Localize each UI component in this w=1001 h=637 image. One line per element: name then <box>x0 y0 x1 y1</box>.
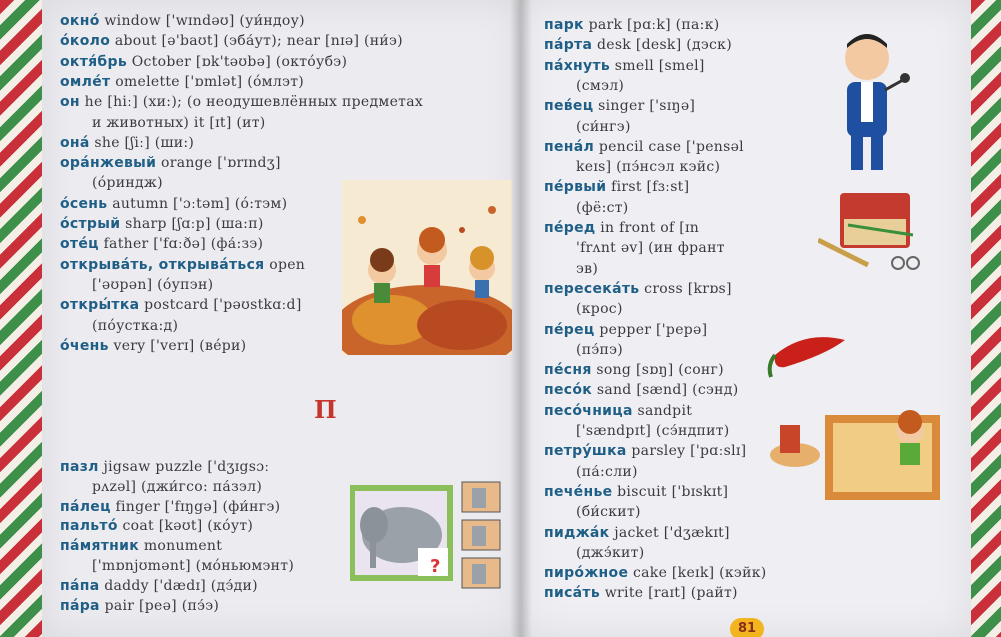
headword: пересека́ть <box>544 280 640 297</box>
right-page <box>520 0 971 637</box>
translation: ['əʊpən] (óупэн) <box>92 276 214 293</box>
translation: ['sændpɪt] (сэ́ндпит) <box>576 423 730 439</box>
left-border-stripe <box>0 0 42 637</box>
dictionary-entry-continuation <box>576 158 720 176</box>
translation: (óриндж) <box>92 175 163 192</box>
headword: о́чень <box>60 337 109 354</box>
dictionary-entry <box>60 458 269 476</box>
dictionary-entry-continuation <box>576 118 631 136</box>
dictionary-entry <box>60 517 253 535</box>
dictionary-entry <box>544 57 705 75</box>
dictionary-entry <box>60 597 219 615</box>
dictionary-entry <box>60 12 305 30</box>
elephant-puzzle-illustration <box>350 480 510 590</box>
translation: (крос) <box>576 301 623 318</box>
left-page <box>42 0 520 637</box>
dictionary-entry-continuation <box>92 174 163 192</box>
pepper-illustration <box>765 325 850 380</box>
dictionary-entry <box>544 442 746 460</box>
headword: пе́сня <box>544 362 592 379</box>
section-letter: П <box>314 395 337 424</box>
headword: окно́ <box>60 13 100 29</box>
dictionary-entry <box>544 219 699 237</box>
translation: cross [krɒs] <box>644 280 732 297</box>
dictionary-entry <box>60 337 246 355</box>
translation: desk [desk] (дэск) <box>596 37 732 54</box>
translation: write [raɪt] (райт) <box>604 585 738 602</box>
dictionary-entry <box>60 256 305 274</box>
translation: sand [sænd] (сэнд) <box>596 382 739 399</box>
dictionary-entry <box>544 280 732 298</box>
dictionary-entry <box>544 16 720 34</box>
headword: пе́рец <box>544 321 595 338</box>
translation: sharp [ʃɑːp] (ша:п) <box>125 216 264 232</box>
dictionary-entry <box>544 321 707 339</box>
dictionary-entry <box>60 195 287 213</box>
dictionary-entry <box>544 584 738 602</box>
headword: омле́т <box>60 73 111 90</box>
headword: пазл <box>60 459 99 475</box>
headword: па́хнуть <box>544 57 611 74</box>
dictionary-entry-continuation <box>576 503 641 521</box>
dictionary-entry <box>544 524 730 542</box>
headword: пев́ец <box>544 98 594 115</box>
headword: о́коло <box>60 33 111 50</box>
headword: она́ <box>60 134 90 151</box>
headword: па́рта <box>544 37 593 54</box>
svg-text:?: ? <box>430 556 441 577</box>
headword: пе́ред <box>544 220 596 236</box>
dictionary-entry <box>60 53 347 71</box>
dictionary-entry-continuation <box>576 260 598 278</box>
translation: monument <box>143 538 223 555</box>
translation: father ['fɑːðə] (фа́:зэ) <box>103 236 264 253</box>
translation: very ['verɪ] (вéри) <box>113 337 247 354</box>
translation: pepper ['pepə] <box>599 321 708 338</box>
dictionary-entry-continuation <box>576 341 623 359</box>
translation: he [hiː] (хи:); (о неодушевлённых предметах <box>84 94 424 111</box>
headword: пальто́ <box>60 518 118 535</box>
translation: sandpit <box>637 402 693 419</box>
dictionary-entry <box>544 381 738 399</box>
translation: 'frʌnt əv] (ин франт <box>576 240 725 257</box>
singer-illustration <box>825 30 915 180</box>
dictionary-entry <box>544 402 692 420</box>
translation: pencil case ['pensəl <box>598 138 744 155</box>
dictionary-entry <box>60 296 302 314</box>
headword: о́сень <box>60 195 108 212</box>
dictionary-entry <box>60 498 280 516</box>
dictionary-entry-continuation <box>576 239 725 257</box>
dictionary-entry <box>60 134 194 152</box>
headword: песо́чница <box>544 402 633 419</box>
translation: (па́:сли) <box>576 463 638 480</box>
translation: first [fɜːst] <box>611 179 690 196</box>
autumn-kids-illustration <box>342 180 512 355</box>
headword: оте́ц <box>60 236 99 253</box>
dictionary-entry <box>60 577 258 595</box>
right-border-stripe <box>971 0 1001 637</box>
headword: о́стрый <box>60 216 121 232</box>
translation: keɪs] (пэ́нсэл кэйс) <box>576 159 721 176</box>
dictionary-entry <box>60 235 263 253</box>
dictionary-entry-continuation <box>576 199 629 217</box>
translation: (пóустка:д) <box>92 317 179 334</box>
translation: coat [kəʊt] (кóут) <box>122 518 254 535</box>
dictionary-entry-continuation <box>576 544 645 562</box>
translation: (джэ́кит) <box>576 544 645 561</box>
translation: October [ɒk'təʊbə] (октóубэ) <box>131 53 348 70</box>
headword: он <box>60 94 80 111</box>
translation: in front of [ɪn <box>600 220 700 236</box>
translation: jacket ['dʒækɪt] <box>614 524 730 541</box>
sandpit-illustration <box>770 395 945 505</box>
dictionary-entry-continuation <box>576 300 623 318</box>
translation: parsley ['pɑːslɪ] <box>631 443 747 460</box>
translation: smell [smel] <box>614 57 705 74</box>
dictionary-entry <box>544 564 767 582</box>
headword: па́мятник <box>60 538 140 555</box>
translation: postcard ['pəʊstkɑːd] <box>144 297 302 314</box>
translation: (пэ́пэ) <box>576 341 624 358</box>
translation: (фё:ст) <box>576 199 629 216</box>
headword: октя́брь <box>60 53 127 70</box>
dictionary-entry-continuation <box>92 276 213 294</box>
headword: пена́л <box>544 138 595 155</box>
dictionary-entry <box>544 361 724 379</box>
translation: и животных) it [ɪt] (ит) <box>92 114 266 131</box>
headword: па́па <box>60 577 100 594</box>
translation: park [pɑːk] (па:к) <box>588 17 720 33</box>
headword: па́лец <box>60 498 111 515</box>
headword: пиро́жное <box>544 565 629 582</box>
headword: откры́тка <box>60 297 140 314</box>
translation: daddy ['dædɪ] (дэ́ди) <box>104 577 258 594</box>
book-gutter <box>510 0 532 637</box>
dictionary-entry <box>60 73 304 91</box>
dictionary-entry-continuation <box>92 557 294 575</box>
translation: finger ['fɪŋgə] (фи́нгэ) <box>115 498 281 515</box>
pencil-case-illustration <box>818 185 923 275</box>
dictionary-entry <box>544 138 744 156</box>
translation: pʌzəl] (джи́гсо: па́зэл) <box>92 478 263 495</box>
headword: петру́шка <box>544 443 627 460</box>
dictionary-entry-continuation <box>92 114 266 132</box>
dictionary-entry <box>60 154 281 172</box>
translation: song [sɒŋ] (сонг) <box>596 362 724 379</box>
dictionary-entry <box>544 36 732 54</box>
translation: about [ə'baʊt] (эба́ут); near [nɪə] (ни́э) <box>114 33 403 50</box>
translation: pair [peə] (пэ́э) <box>104 597 220 614</box>
dictionary-entry <box>60 215 264 233</box>
headword: ора́нжевый <box>60 155 157 172</box>
dictionary-entry-continuation <box>576 463 638 481</box>
translation: (смэл) <box>576 77 625 94</box>
dictionary-entry <box>544 97 695 115</box>
translation: (би́скит) <box>576 504 641 521</box>
translation: (си́нгэ) <box>576 118 631 135</box>
translation: autumn ['ɔːtəm] (ó:тэм) <box>112 195 288 212</box>
dictionary-entry-continuation <box>92 317 178 335</box>
dictionary-entry-continuation <box>576 77 624 95</box>
dictionary-entry-continuation <box>576 422 730 440</box>
headword: открыва́ть, открыва́ться <box>60 256 265 273</box>
headword: песо́к <box>544 382 593 399</box>
translation: cake [keɪk] (кэйк) <box>633 565 767 582</box>
translation: jigsaw puzzle ['dʒɪgsɔː <box>103 459 270 475</box>
dictionary-entry <box>544 178 689 196</box>
translation: orange ['ɒrɪndʒ] <box>160 155 281 172</box>
dictionary-entry <box>60 32 403 50</box>
headword: писа́ть <box>544 585 600 602</box>
page-number-badge: 81 <box>730 618 764 637</box>
dictionary-entry-continuation <box>92 478 262 496</box>
translation: open <box>269 256 306 273</box>
headword: пиджа́к <box>544 524 610 541</box>
dictionary-entry <box>60 537 222 555</box>
headword: па́ра <box>60 597 100 614</box>
translation: ['mɒnjʊmənt] (мóньюмэнт) <box>92 558 295 574</box>
translation: biscuit ['bɪskɪt] <box>617 483 729 500</box>
translation: window ['wɪndəʊ] (уи́ндоу) <box>104 13 305 29</box>
headword: парк <box>544 17 584 33</box>
translation: omelette ['ɒmlət] (óмлэт) <box>115 73 305 90</box>
translation: эв) <box>576 260 599 277</box>
headword: пе́рвый <box>544 179 607 196</box>
dictionary-entry <box>544 483 728 501</box>
headword: пече́нье <box>544 483 613 500</box>
translation: she [ʃiː] (ши:) <box>94 134 195 151</box>
translation: singer ['sɪŋə] <box>598 98 696 115</box>
dictionary-entry <box>60 93 423 111</box>
